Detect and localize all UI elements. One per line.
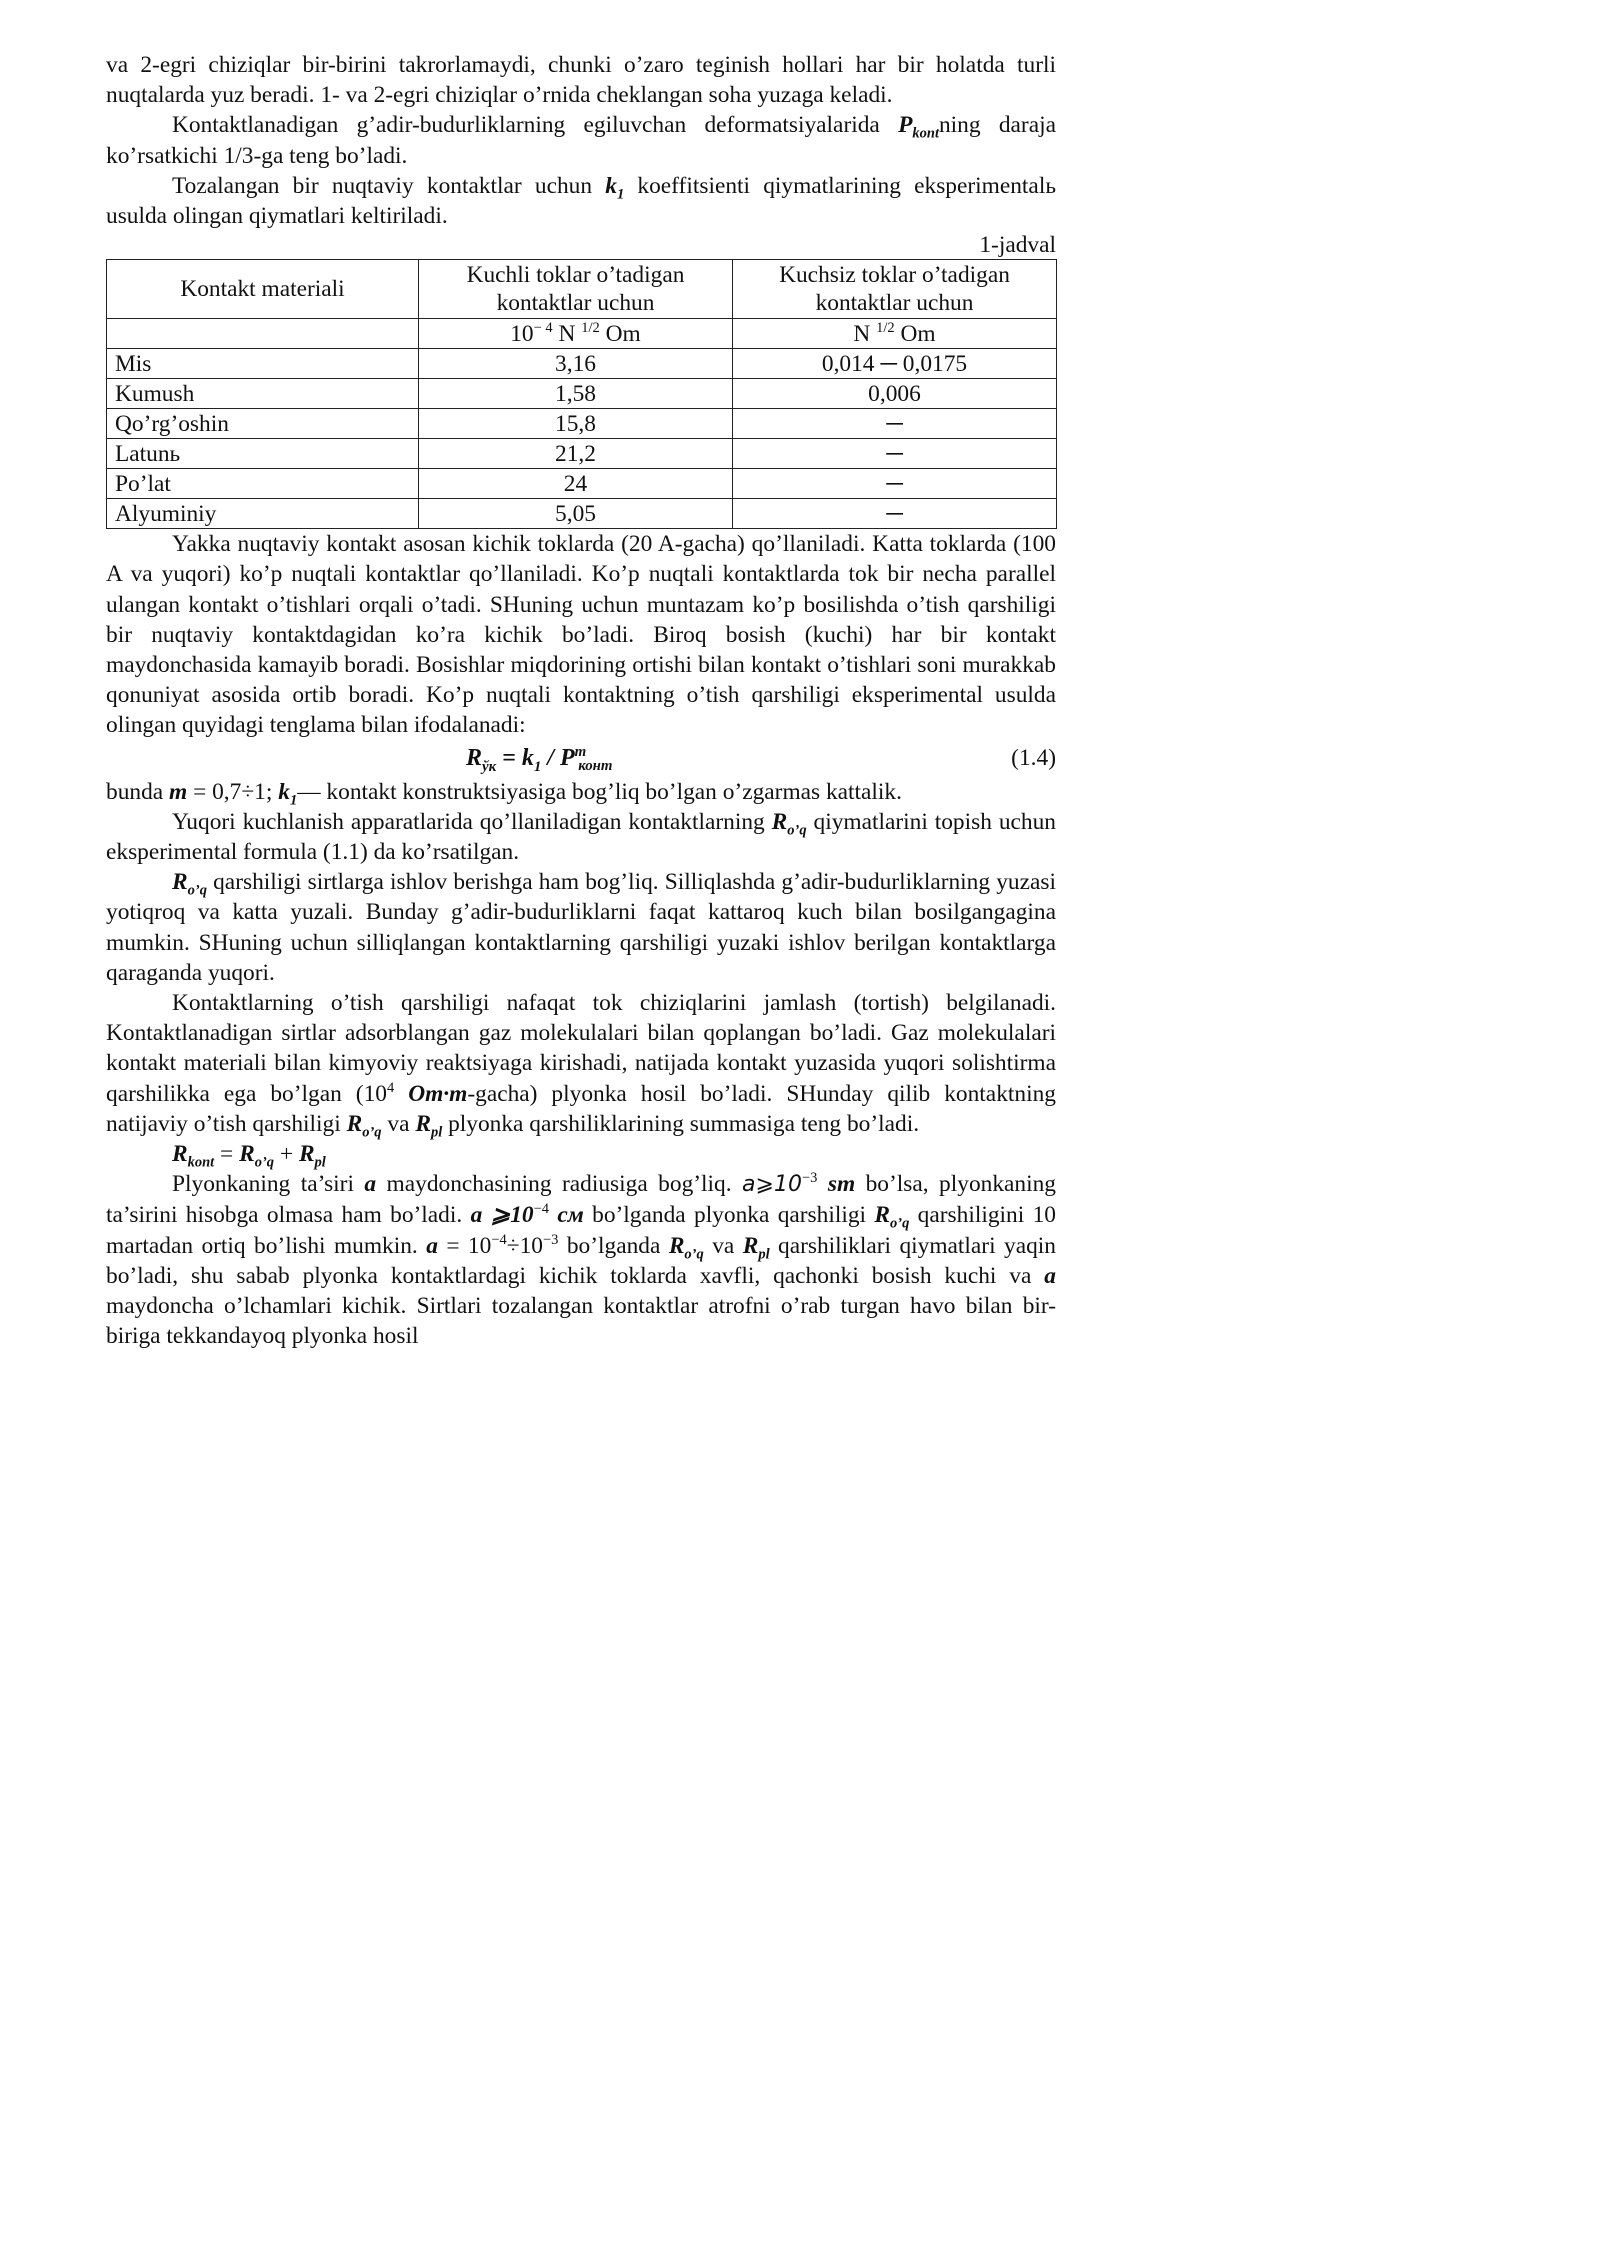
table-caption: 1-jadval: [979, 232, 1056, 259]
paragraph-4: Yakka nuqtaviy kontakt asosan kichik toklarda (20 A-gacha) qo’llaniladi. Katta toklarda (100 A va yuqori) ko’p nuqtali kontaktlar qo’llaniladi. Ko’p nuqtali kontaktlarda tok bir necha parallel ulangan kontakt o’tishlari orqali o’tadi. SHuning uchun muntazam ko’p bosilishda o’tish qarshiligi bir nuqtaviy kontaktdagidan ko’ra kichik bo’ladi. Biroq bosish (kuchi) har bir kontakt maydonchasida kamayib boradi. Bosishlar miqdorining ortishi bilan kontakt o’tishlari soni murakkab qonuniyat asosida ortib boradi. Ko’p nuqtali kontaktning o’tish qarshiligi eksperimental usulda olingan quyidagi tenglama bilan ifodalanadi:: [106, 531, 1056, 739]
table-row: Qo’rg’oshin 15,8 ─: [107, 409, 1057, 439]
table-row: Mis 3,16 0,014 ─ 0,0175: [107, 349, 1057, 379]
paragraph-3: Tozalangan bir nuqtaviy kontaktlar uchun $k_1$ koeffitsienti qiymatlarining eksperimentalь usulda olingan qiymatlari keltiriladi.: [106, 172, 1056, 230]
units-empty-cell: [107, 319, 419, 349]
paragraph-8: Kontaktlarning o’tish qarshiligi nafaqat tok chiziqlarini jamlash (tortish) belgilanadi. Kontaktlanadigan sirtlar adsorblangan gaz molekulalari bilan qoplangan bo’ladi. Gaz molekulalari kontakt materiali bilan kimyoviy reaktsiyaga kirishadi, natijada kontakt yuzasida yuqori solishtirma qarshilikka ega bo’lgan ($10^4$ Om·m-gacha) plyonka hosil bo’ladi. SHunday qilib kontaktning natijaviy o’tish qarshiligi $R_{o’q}$ va $R_{pl}$ plyonka qarshiliklarining summasiga teng bo’ladi.: [106, 990, 1056, 1141]
paragraph-6: Yuqori kuchlanish apparatlarida qo’llaniladigan kontaktlarning $R_{o’q}$ qiymatlarini topish uchun eksperimental formula (1.1) da ko’rsatilgan.: [106, 808, 1056, 866]
paragraph-10: Plyonkaning ta’siri a maydonchasining radiusiga bog’liq. $a⩾10^{-3}$ sm bo’lsa, plyonkaning ta’sirini hisobga olmasa ham bo’ladi. a $⩾10^{-4}$ см bo’lganda plyonka qarshiligi $R_{o’q}$ qarshiligini 10 martadan ortiq bo’lishi mumkin. $a = 10^{-4}\div 10^{-3}$ bo’lganda $R_{o’q}$ va $R_{pl}$ qarshiliklari qiymatlari yaqin bo’ladi, shu sabab plyonka kontaktlardagi kichik toklarda xavfli, qachonki bosish kuchi va a maydoncha o’lchamlari kichik. Sirtlari tozalangan kontaktlar atrofni o’rab turgan havo bilan bir-biriga tekkandayoq plyonka hosil: [106, 1170, 1056, 1350]
equation-formula: $R_{ўк} = k_1 / P^m_{конт}$: [466, 743, 613, 775]
equation-1-4: [106, 743, 1056, 777]
paragraph-9-formula: $R_{kont} = R_{o’q} + R_{pl}$: [172, 1141, 326, 1171]
symbol-k1: $k_1$: [605, 172, 625, 203]
paragraph-7: $R_{o’q}$ qarshiligi sirtlarga ishlov berishga ham bog’liq. Silliqlashda g’adir-budurliklarning yuzasi yotiqroq va katta yuzali. Bunday g’adir-budurliklarni faqat kattaroq kuch bilan bosilgangagina mumkin. SHuning uchun silliqlangan kontaktlarning qarshiligi yuzaki ishlov berilgan kontaktlarga qaraganda yuqori.: [106, 869, 1056, 986]
table-row: Kumush 1,58 0,006: [107, 379, 1057, 409]
equation-number: (1.4): [1011, 744, 1056, 771]
table-row: Po’lat 24 ─: [107, 469, 1057, 499]
paragraph-1: va 2-egri chiziqlar bir-birini takrorlamaydi, chunki o’zaro teginish hollari har bir holatda turli nuqtalarda yuz beradi. 1- va 2-egri chiziqlar o’rnida cheklangan soha yuzaga keladi.: [106, 52, 1056, 109]
paragraph-2: Kontaktlanadigan g’adir-budurliklarning egiluvchan deformatsiyalarida $P_{kont}ning$ daraja ko’rsatkichi 1/3-ga teng bo’ladi.: [106, 112, 1056, 169]
units-strong: $10^{- 4}$ N $^{1/2}$ Om: [419, 319, 733, 349]
header-weak-current: Kuchsiz toklar o’tadigan kontaktlar uchun: [733, 260, 1057, 319]
table-row: Latunь 21,2 ─: [107, 439, 1057, 469]
contact-material-table: [106, 259, 1057, 529]
table-row: Alyuminiy 5,05 ─: [107, 499, 1057, 529]
symbol-p-kont: $P_{kont}$: [898, 112, 939, 143]
table-header-row: [107, 260, 1057, 319]
document-page: [106, 50, 1056, 1352]
table-units-row: [107, 319, 1057, 349]
header-strong-current: Kuchli toklar o’tadigan kontaktlar uchun: [419, 260, 733, 319]
paragraph-5: bunda m = 0,7÷1; $k_1—$ kontakt konstruktsiyasiga bog’liq bo’lgan o’zgarmas kattalik.: [106, 778, 902, 809]
units-weak: N $^{1/2}$ Om: [733, 319, 1057, 349]
header-material: Kontakt materiali: [107, 260, 419, 319]
